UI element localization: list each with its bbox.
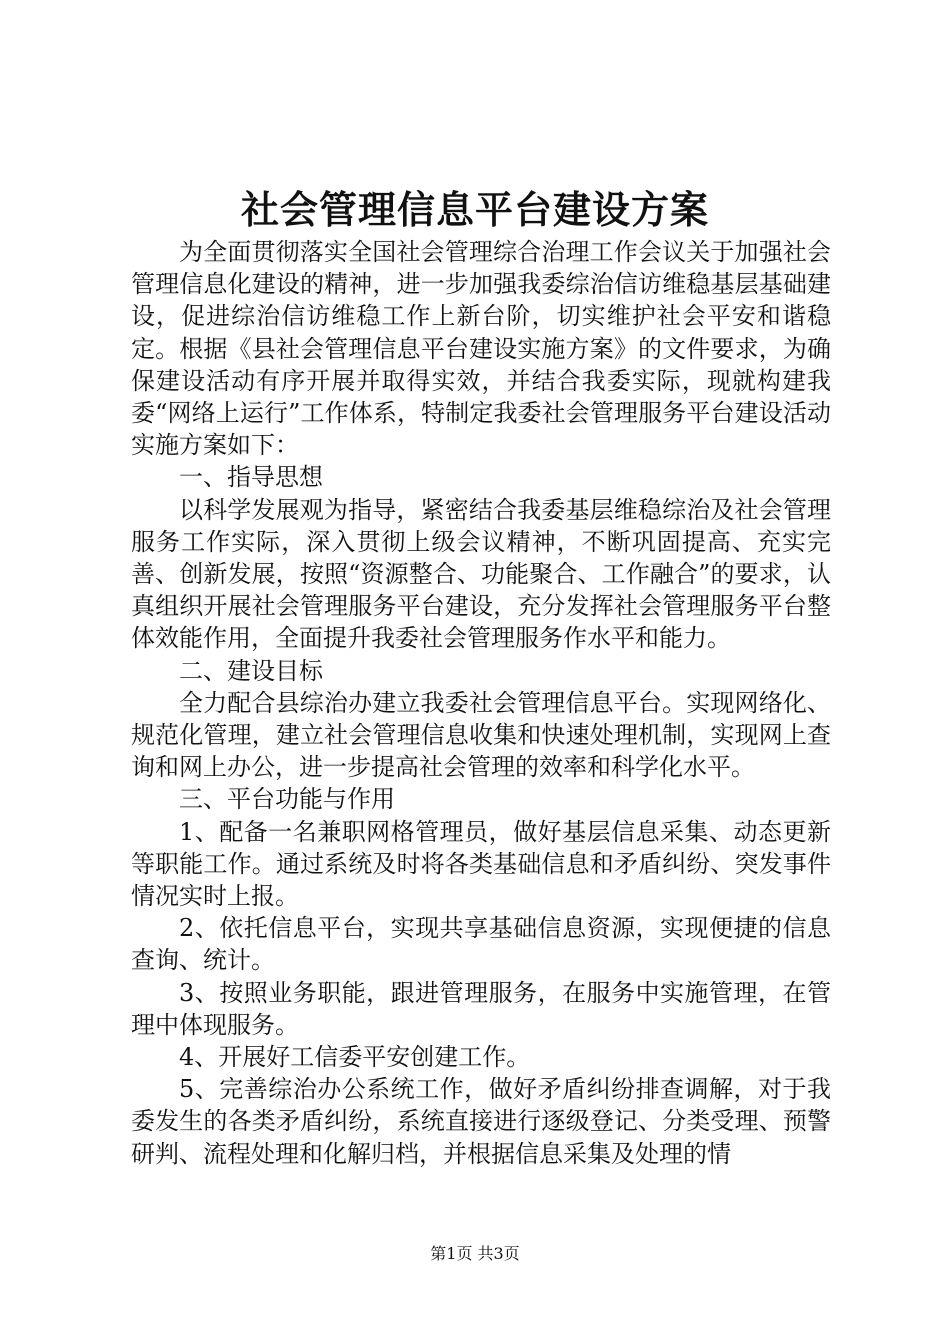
- list-item-2: 2、依托信息平台，实现共享基础信息资源，实现便捷的信息查询、统计。: [131, 914, 831, 975]
- section-heading-goals: 二、建设目标: [179, 656, 323, 685]
- section-heading-functions: 三、平台功能与作用: [179, 785, 395, 814]
- page-footer: 第1页 共3页: [430, 1244, 520, 1263]
- section-heading-guiding-thought: 一、指导思想: [179, 463, 323, 492]
- paragraph-intro: 为全面贯彻落实全国社会管理综合治理工作会议关于加强社会管理信息化建设的精神，进一步加强我委综治信访维稳基层基础建设，促进综治信访维稳工作上新台阶，切实维护社会平安和谐稳定。根据《县社会管理信息平台建设实施方案》的文件要求，为确保建设活动有序开展并取得实效，并结合我委实际，现就构建我委“网络上运行”工作体系，特制定我委社会管理服务平台建设活动实施方案如下：: [131, 238, 831, 460]
- list-item-1: 1、配备一名兼职网格管理员，做好基层信息采集、动态更新等职能工作。通过系统及时将各类基础信息和矛盾纠纷、突发事件情况实时上报。: [131, 817, 831, 911]
- list-item-5: 5、完善综治办公系统工作，做好矛盾纠纷排查调解，对于我委发生的各类矛盾纠纷，系统直接进行逐级登记、分类受理、预警研判、流程处理和化解归档，并根据信息采集及处理的情: [131, 1075, 831, 1168]
- document-body: [131, 236, 831, 1170]
- list-item-3: 3、按照业务职能，跟进管理服务，在服务中实施管理，在管理中体现服务。: [131, 978, 831, 1039]
- paragraph-guiding-thought: 以科学发展观为指导，紧密结合我委基层维稳综治及社会管理服务工作实际，深入贯彻上级会议精神，不断巩固提高、充实完善、创新发展，按照“资源整合、功能聚合、工作融合”的要求，认真组织开展社会管理服务平台建设，充分发挥社会管理服务平台整体效能作用，全面提升我委社会管理服务作水平和能力。: [131, 495, 831, 653]
- document-title: 社会管理信息平台建设方案: [240, 187, 709, 232]
- paragraph-goals: 全力配合县综治办建立我委社会管理信息平台。实现网络化、规范化管理，建立社会管理信息收集和快速处理机制，实现网上查询和网上办公，进一步提高社会管理的效率和科学化水平。: [131, 688, 831, 782]
- list-item-4: 4、开展好工信委平安创建工作。: [179, 1043, 531, 1072]
